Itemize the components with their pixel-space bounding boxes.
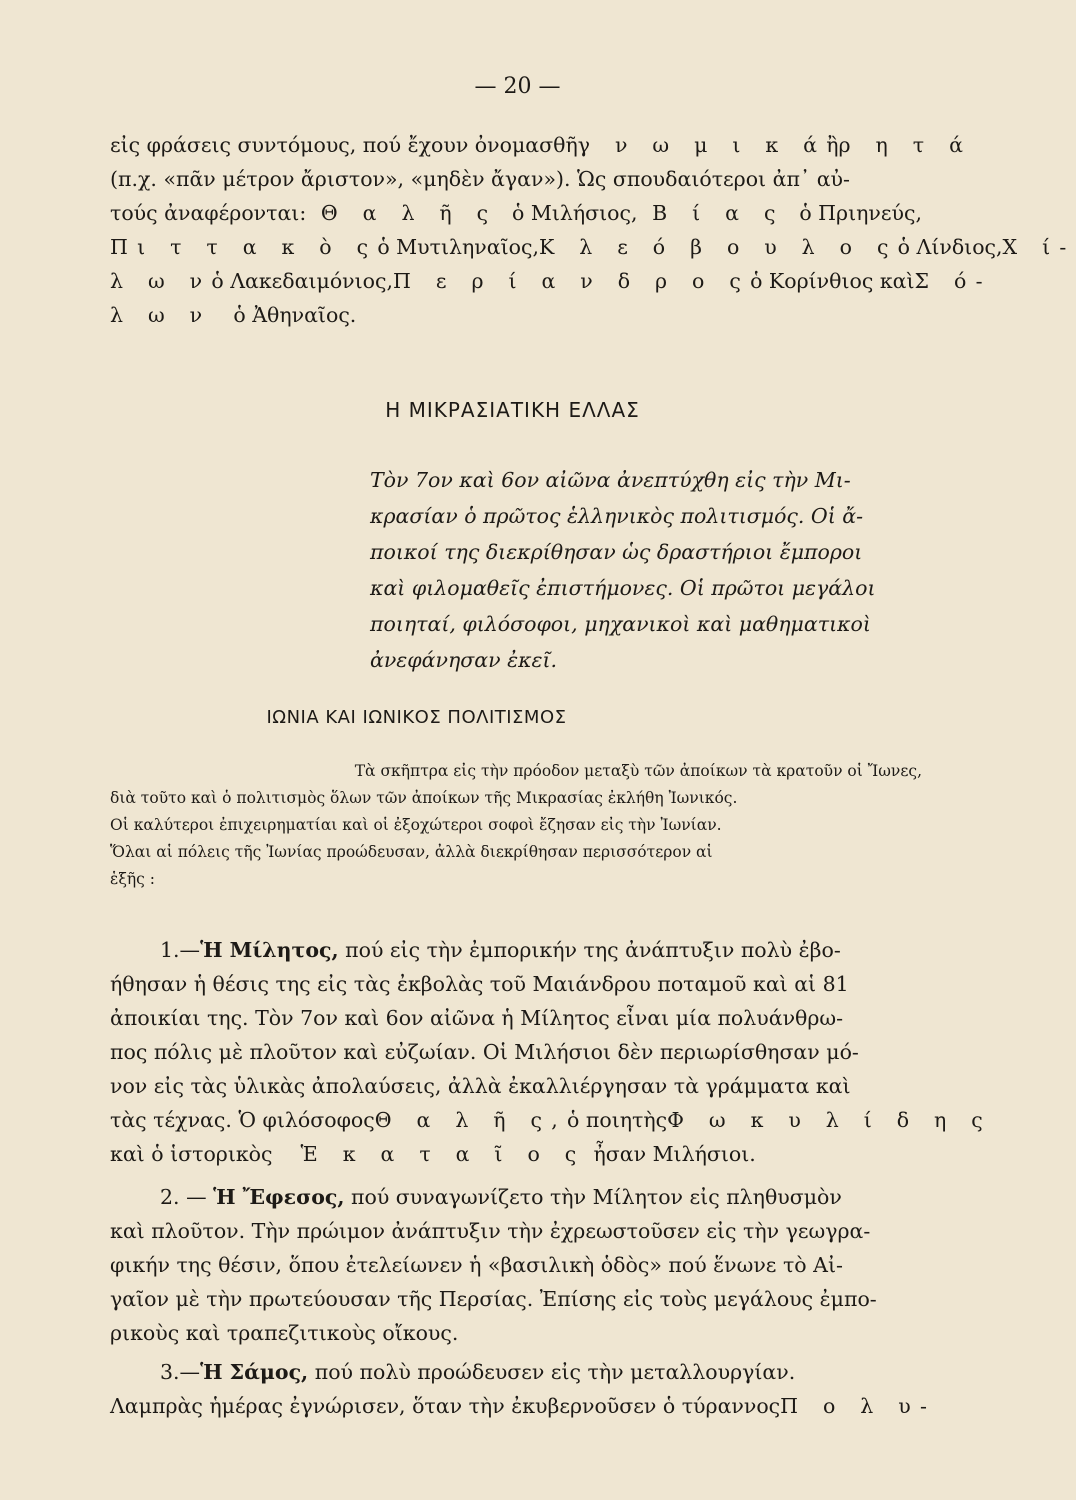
section-heading: Η ΜΙΚΡΑΣΙΑΤΙΚΗ ΕΛΛΑΣ [385,398,640,422]
text-line: καὶ ὁ ἱστορικὸς Ἑ κ α τ α ῖ ο ς ἦσαν Μιλήσιοι. [110,1142,756,1166]
text-line: Οἱ καλύτεροι ἐπιχειρηματίαι καὶ οἱ ἐξοχώτεροι σοφοὶ ἔζησαν εἰς τὴν Ἰωνίαν. [110,816,722,834]
text-line: εἰς φράσεις συντόμους, πού ἔχουν ὀνομασθῆ γ ν ω μ ι κ ά ἢ ρ η τ ά [110,133,973,157]
place-name: Ἡ Μίλητος, [200,938,339,962]
text-line: Πι τ τ α κ ὸ ς ὁ Μυτιληναῖος, Κ λ ε ό β ο υ λ ο ς ὁ Λίνδιος, Χ ί- [110,235,1076,259]
text-line: Ὅλαι αἱ πόλεις τῆς Ἰωνίας προώδευσαν, ἀλλὰ διεκρίθησαν περισσότερον αἱ [110,843,713,861]
text-line: τὰς τέχνας. Ὁ φιλόσοφος Θ α λ ῆ ς, ὁ ποιητὴς Φ ω κ υ λ ί δ η ς [110,1108,993,1132]
text-line: ποικοί της διεκρίθησαν ὡς δραστήριοι ἔμποροι [370,540,863,564]
place-name: Ἡ Ἔφεσος, [213,1185,345,1209]
section-samos [110,1355,937,1423]
small-print-paragraph [110,758,922,893]
section-miletus [110,933,993,1171]
text-line: λ ω ν ὁ Ἀθηναῖος. [110,303,357,327]
text-line: ήθησαν ἡ θέσις της εἰς τὰς ἐκβολὰς τοῦ Μαιάνδρου ποταμοῦ καὶ αἱ 81 [110,972,849,996]
text-line: ἀποικίαι της. Τὸν 7ον καὶ 6ον αἰῶνα ἡ Μίλητος εἶναι μία πολυάνθρω- [110,1006,844,1030]
text-line: διὰ τοῦτο καὶ ὁ πολιτισμὸς ὅλων τῶν ἀποίκων τῆς Μικρασίας ἐκλήθη Ἰωνικός. [110,789,738,807]
text-line: λ ω ν ὁ Λακεδαιμόνιος, Π ε ρ ί α ν δ ρ ο ς ὁ Κορίνθιος καὶ Σ ό- [110,269,992,293]
text-line: Τὰ σκῆπτρα εἰς τὴν πρόοδον μεταξὺ τῶν ἀποίκων τὰ κρατοῦν οἱ Ἴωνες, [354,762,922,780]
text-line: καὶ φιλομαθεῖς ἐπιστήμονες. Οἱ πρῶτοι μεγάλοι [370,576,876,600]
text-line: ἀνεφάνησαν ἐκεῖ. [370,648,558,672]
subsection-heading: ΙΩΝΙΑ ΚΑΙ ΙΩΝΙΚΟΣ ΠΟΛΙΤΙΣΜΟΣ [266,707,567,728]
text-line: Λαμπρὰς ἡμέρας ἐγνώρισεν, ὅταν τὴν ἐκυβερνοῦσεν ὁ τύραννος Π ο λ υ- [110,1394,937,1418]
text-line: ἑξῆς : [110,870,155,888]
page-number: — 20 — [474,74,561,99]
text-line: (π.χ. «πᾶν μέτρον ἄριστον», «μηδὲν ἄγαν»). Ὡς σπουδαιότεροι ἀπ᾽ αὐ- [110,167,850,191]
text-line: πος πόλις μὲ πλοῦτον καὶ εὐζωίαν. Οἱ Μιλήσιοι δὲν περιωρίσθησαν μό- [110,1040,859,1064]
text-line: 3.—Ἡ Σάμος, πού πολὺ προώδευσεν εἰς τὴν μεταλλουργίαν. [160,1360,796,1384]
top-paragraph [110,128,1076,332]
text-line: γαῖον μὲ τὴν πρωτεύουσαν τῆς Περσίας. Ἐπίσης εἰς τοὺς μεγάλους ἐμπο- [110,1287,877,1311]
text-line: κρασίαν ὁ πρῶτος ἑλληνικὸς πολιτισμός. Οἱ ἄ- [370,504,864,528]
text-line: φικήν της θέσιν, ὅπου ἐτελείωνεν ἡ «βασιλικὴ ὁδὸς» πού ἕνωνε τὸ Αἰ- [110,1253,843,1277]
section-ephesus [110,1180,922,1350]
text-line: νον εἰς τὰς ὑλικὰς ἀπολαύσεις, ἀλλὰ ἐκαλλιέργησαν τὰ γράμματα καὶ [110,1074,851,1098]
text-line: Τὸν 7ον καὶ 6ον αἰῶνα ἀνεπτύχθη εἰς τὴν Μι- [370,468,851,492]
text-line: τούς ἀναφέρονται: Θ α λ ῆ ς ὁ Μιλήσιος, Β ί α ς ὁ Πριηνεύς, [110,201,922,225]
text-line: 1.—Ἡ Μίλητος, πού εἰς τὴν ἐμπορικήν της ἀνάπτυξιν πολὺ ἐβο- [160,938,841,962]
place-name: Ἡ Σάμος, [200,1360,309,1384]
intro-summary [370,462,930,678]
text-line: ρικοὺς καὶ τραπεζιτικοὺς οἴκους. [110,1321,459,1345]
text-line: καὶ πλοῦτον. Τὴν πρώιμον ἀνάπτυξιν τὴν ἐχρεωστοῦσεν εἰς τὴν γεωγρα- [110,1219,871,1243]
text-line: ποιηταί, φιλόσοφοι, μηχανικοὶ καὶ μαθηματικοὶ [370,612,871,636]
text-line: 2. — Ἡ Ἔφεσος, πού συναγωνίζετο τὴν Μίλητον εἰς πληθυσμὸν [160,1185,842,1209]
